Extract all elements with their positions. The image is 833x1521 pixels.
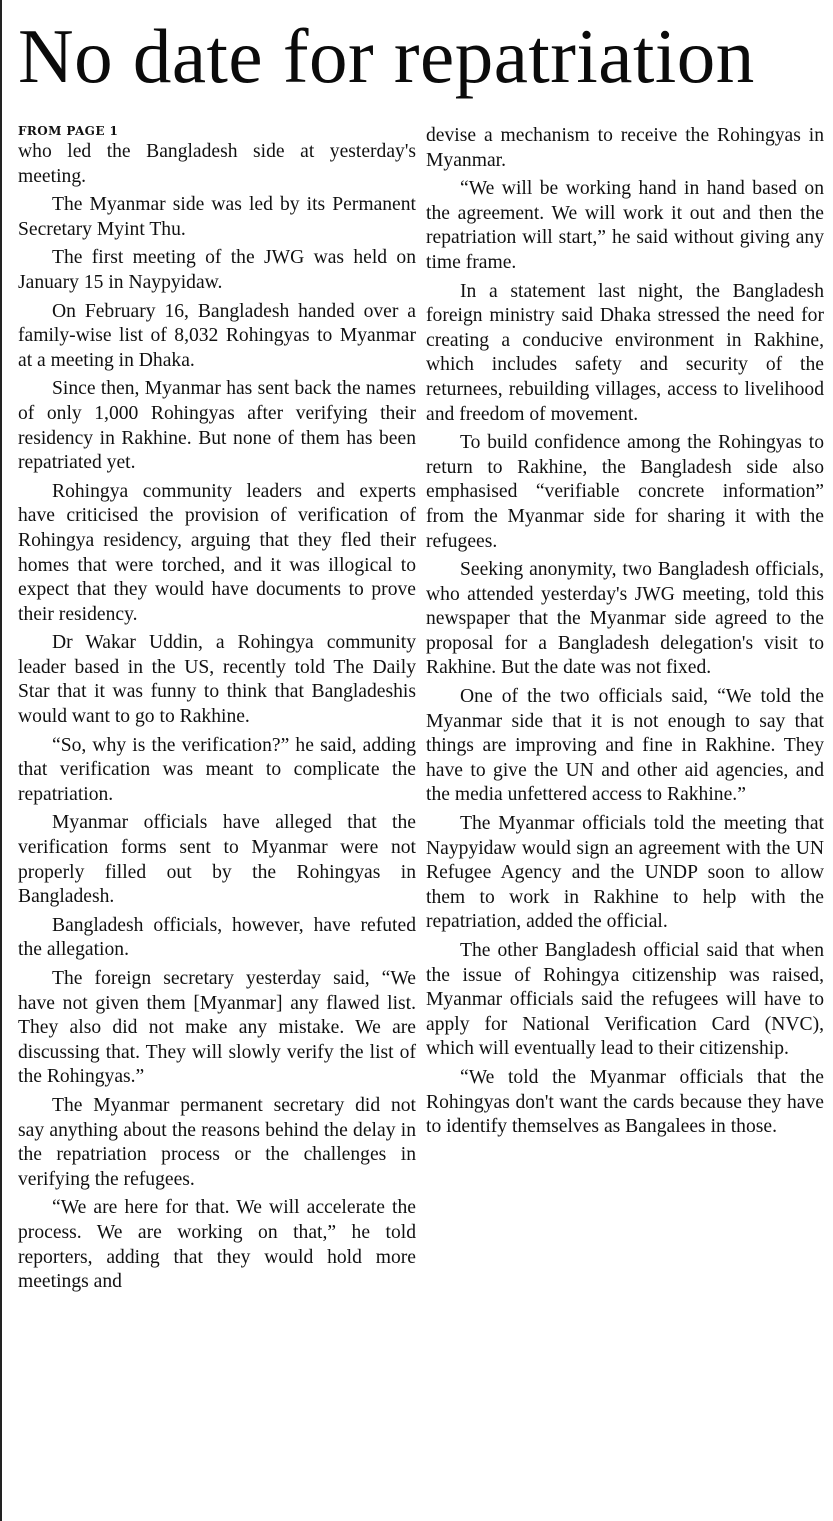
paragraph: To build confidence among the Rohingyas to return to Rakhine, the Bangladesh side also emphasised “verifiable concrete information” from the Myanmar side for sharing it with the refugees. (426, 432, 824, 552)
paragraph: Rohingya community leaders and experts have criticised the provision of verification of Rohingya residency, arguing that they fled their homes that were torched, and it was illogical to expect that they would have documents to prove their residency. (18, 480, 416, 625)
paragraph: The Myanmar permanent secretary did not say anything about the reasons behind the delay in the repatriation process or the challenges in verifying the refugees. (18, 1094, 416, 1190)
headline: No date for repatriation (18, 13, 755, 99)
paragraph: Dr Wakar Uddin, a Rohingya community leader based in the US, recently told The Daily Star that it was funny to think that Bangladeshis would want to go to Rakhine. (18, 632, 416, 728)
paragraph: “We will be working hand in hand based on the agreement. We will work it out and then the repatriation will start,” he said without giving any time frame. (426, 178, 824, 273)
left-column (18, 124, 416, 1299)
paragraph: who led the Bangladesh side at yesterday's meeting. (18, 141, 416, 187)
paragraph: The Myanmar side was led by its Permanent Secretary Myint Thu. (18, 194, 416, 240)
paragraph: Seeking anonymity, two Bangladesh officials, who attended yesterday's JWG meeting, told this newspaper that the Myanmar side agreed to the proposal for a Bangladesh delegation's visit to Rakhine. But the date was not fixed. (426, 559, 824, 679)
paragraph: devise a mechanism to receive the Rohingyas in Myanmar. (426, 125, 824, 171)
paragraph: One of the two officials said, “We told the Myanmar side that it is not enough to say that things are improving and fine in Rakhine. They have to give the UN and other aid agencies, and the media unfettered access to Rakhine.” (426, 686, 824, 806)
paragraph: The foreign secretary yesterday said, “We have not given them [Myanmar] any flawed list. They also did not make any mistake. We are discussing that. They will slowly verify the list of the Rohingyas.” (18, 968, 416, 1088)
paragraph: The first meeting of the JWG was held on January 15 in Naypyidaw. (18, 247, 416, 293)
paragraph: Myanmar officials have alleged that the verification forms sent to Myanmar were not properly filled out by the Rohingyas in Bangladesh. (18, 812, 416, 908)
paragraph: Bangladesh officials, however, have refuted the allegation. (18, 914, 416, 961)
right-column (426, 124, 824, 1144)
paragraph: “So, why is the verification?” he said, adding that verification was meant to complicate the repatriation. (18, 734, 416, 805)
paragraph: In a statement last night, the Bangladesh foreign ministry said Dhaka stressed the need for creating a conducive environment in Rakhine, which includes safety and security of the returnees, rebuilding villages, access to livelihood and freedom of movement. (426, 280, 824, 425)
paragraph: The other Bangladesh official said that when the issue of Rohingya citizenship was raised, Myanmar officials said the refugees will have to apply for National Verification Card (NVC), which will eventually lead to their citizenship. (426, 940, 824, 1060)
paragraph: The Myanmar officials told the meeting that Naypyidaw would sign an agreement with the UN Refugee Agency and the UNDP soon to allow them to work in Rakhine to help with the repatriation, added the official. (426, 813, 824, 933)
paragraph: “We told the Myanmar officials that the Rohingyas don't want the cards because they have to identify themselves as Bangalees in those. (426, 1066, 824, 1138)
paragraph: On February 16, Bangladesh handed over a family-wise list of 8,032 Rohingyas to Myanmar at a meeting in Dhaka. (18, 300, 416, 371)
kicker: FROM PAGE 1 (18, 124, 119, 138)
paragraph: Since then, Myanmar has sent back the names of only 1,000 Rohingyas after verifying their residency in Rakhine. But none of them has been repatriated yet. (18, 378, 416, 474)
paragraph: “We are here for that. We will accelerate the process. We are working on that,” he told reporters, adding that they would hold more meetings and (18, 1197, 416, 1293)
